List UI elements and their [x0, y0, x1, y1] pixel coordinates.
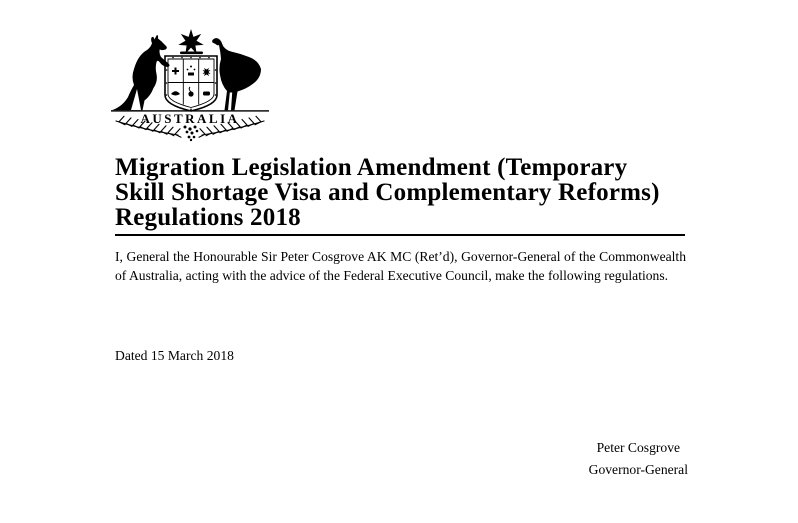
- dated-line: Dated 15 March 2018: [115, 348, 234, 363]
- title-line-3: Regulations 2018: [115, 204, 301, 231]
- signature-block: [589, 437, 688, 481]
- emu-icon: [212, 38, 261, 110]
- preamble-paragraph: I, General the Honourable Sir Peter Cosgrove AK MC (Ret’d), Governor-General of the Commonwealth of Australia, acting with the advice of the Federal Executive Council, make the following regulations.: [115, 249, 686, 283]
- title-line-2: Skill Shortage Visa and Complementary Reforms): [115, 179, 660, 206]
- wattle-berries-icon: [184, 126, 199, 142]
- coat-of-arms-graphic: [110, 26, 270, 144]
- wreath-icon: [180, 52, 203, 55]
- title-line-1: Migration Legislation Amendment (Temporary: [115, 154, 628, 181]
- signatory-title: Governor-General: [588, 462, 688, 477]
- signatory-name: Peter Cosgrove: [596, 440, 681, 455]
- australia-scroll-label: AUSTRALIA: [140, 111, 240, 126]
- shield-icon: [165, 56, 217, 111]
- australian-coat-of-arms: [110, 26, 270, 144]
- kangaroo-icon: [112, 35, 170, 110]
- commonwealth-star-icon: [178, 29, 203, 54]
- document-title: [115, 155, 685, 236]
